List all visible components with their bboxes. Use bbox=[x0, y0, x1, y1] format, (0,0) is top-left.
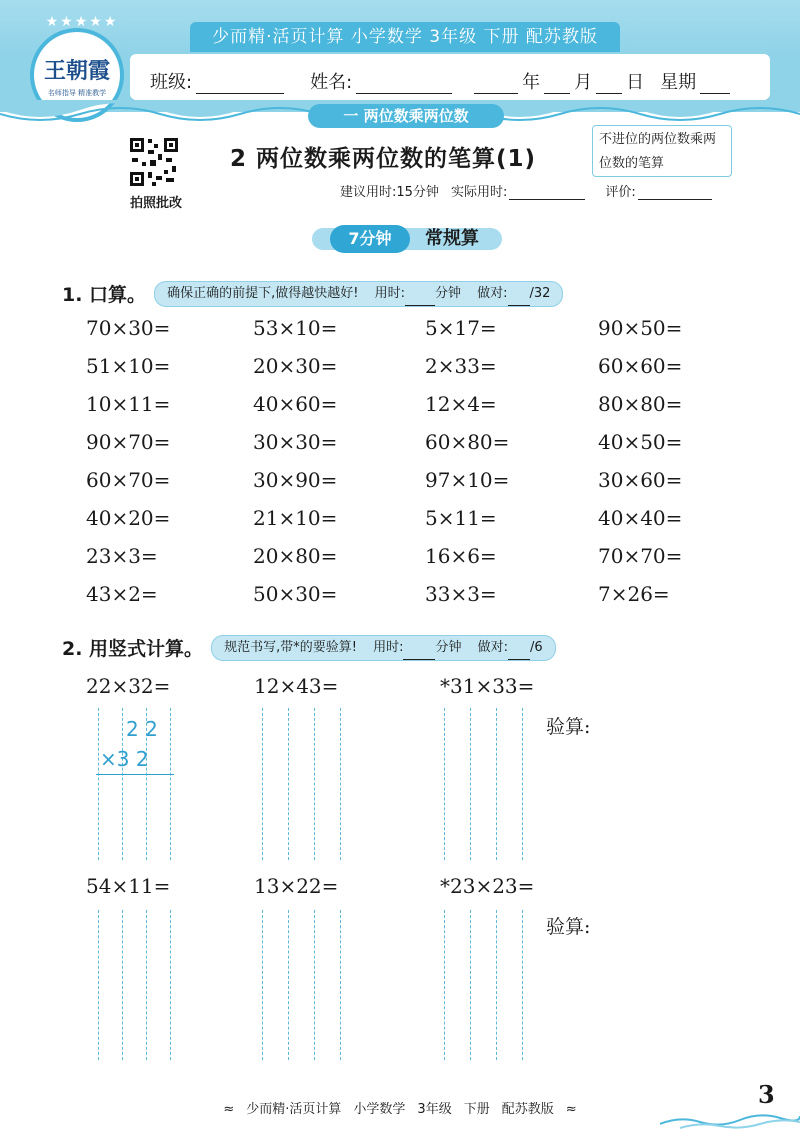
footer-series: 少而精·活页计算 bbox=[246, 1102, 342, 1117]
guide-line bbox=[262, 708, 263, 860]
guide-line bbox=[170, 910, 171, 1060]
oral-calc-item: 2×33= bbox=[425, 354, 497, 378]
vertical-problem: 22×32= bbox=[86, 674, 171, 698]
q2-time-unit: 分钟 bbox=[435, 639, 462, 655]
guide-line bbox=[496, 708, 497, 860]
guide-line bbox=[288, 910, 289, 1060]
guide-line bbox=[98, 910, 99, 1060]
example-multiplicand: 2 2 bbox=[126, 717, 158, 741]
example-multiplier: ×3 2 bbox=[100, 747, 149, 771]
day-label: 日 bbox=[626, 72, 645, 93]
vertical-problem: 54×11= bbox=[86, 874, 171, 898]
guide-line bbox=[470, 708, 471, 860]
guide-line bbox=[170, 708, 171, 860]
q1-note bbox=[154, 281, 563, 307]
name-label: 姓名: bbox=[310, 72, 353, 93]
guide-line bbox=[146, 910, 147, 1060]
oral-calc-item: 97×10= bbox=[425, 468, 510, 492]
guide-line bbox=[444, 708, 445, 860]
vertical-problem: 13×22= bbox=[254, 874, 339, 898]
q2-correct-field[interactable] bbox=[508, 644, 530, 660]
guide-line bbox=[496, 910, 497, 1060]
q2-total: /6 bbox=[530, 639, 543, 655]
oral-calc-item: 5×11= bbox=[425, 506, 497, 530]
check-label: 验算: bbox=[546, 716, 591, 738]
oral-calc-item: 5×17= bbox=[425, 316, 497, 340]
month-field[interactable] bbox=[544, 73, 570, 94]
oral-calc-item: 60×60= bbox=[598, 354, 683, 378]
guide-line bbox=[314, 708, 315, 860]
q1-title: 1. 口算。 bbox=[62, 284, 147, 306]
oral-calc-item: 70×70= bbox=[598, 544, 683, 568]
oral-calc-item: 40×60= bbox=[253, 392, 338, 416]
series-banner: 少而精·活页计算 小学数学 3年级 下册 配苏教版 bbox=[190, 22, 620, 52]
oral-calc-item: 12×4= bbox=[425, 392, 497, 416]
day-field[interactable] bbox=[596, 73, 622, 94]
footer-wave-icon: ≈ bbox=[223, 1102, 235, 1117]
logo-name: 王朝霞 bbox=[43, 58, 110, 84]
logo-stars-icon: ★★★★★ bbox=[45, 14, 119, 30]
oral-calc-item: 70×30= bbox=[86, 316, 171, 340]
lesson-title: 2 两位数乘两位数的笔算(1) bbox=[230, 146, 537, 172]
section-header bbox=[312, 222, 502, 256]
oral-calc-grid bbox=[86, 316, 726, 620]
oral-calc-item: 50×30= bbox=[253, 582, 338, 606]
oral-calc-item: 43×2= bbox=[86, 582, 158, 606]
example-rule bbox=[96, 774, 174, 775]
guide-line bbox=[122, 708, 123, 860]
class-label: 班级: bbox=[150, 72, 193, 93]
student-info-row bbox=[150, 64, 770, 94]
guide-line bbox=[522, 910, 523, 1060]
oral-calc-item: 20×30= bbox=[253, 354, 338, 378]
q2-note bbox=[211, 635, 556, 661]
page-number: 3 bbox=[758, 1080, 775, 1109]
year-label: 年 bbox=[522, 72, 541, 93]
q1-time-unit: 分钟 bbox=[434, 285, 461, 301]
name-field[interactable] bbox=[356, 73, 452, 94]
q2-time-label: 用时: bbox=[373, 639, 404, 655]
oral-calc-item: 60×70= bbox=[86, 468, 171, 492]
q2-title: 2. 用竖式计算。 bbox=[62, 638, 204, 660]
evaluation-label: 评价: bbox=[605, 185, 636, 200]
guide-line bbox=[522, 708, 523, 860]
oral-calc-item: 30×30= bbox=[253, 430, 338, 454]
guide-line bbox=[470, 910, 471, 1060]
q1-correct-field[interactable] bbox=[508, 290, 530, 306]
footer-subject: 小学数学 bbox=[353, 1102, 406, 1117]
q1-total: /32 bbox=[529, 285, 551, 301]
lesson-tip: 不进位的两位数乘两位数的笔算 bbox=[592, 125, 732, 177]
q1-header bbox=[62, 280, 563, 307]
oral-calc-item: 90×70= bbox=[86, 430, 171, 454]
guide-line bbox=[444, 910, 445, 1060]
footer-wave-icon: ≈ bbox=[565, 1102, 577, 1117]
guide-line bbox=[262, 910, 263, 1060]
q2-time-field[interactable] bbox=[403, 644, 435, 660]
oral-calc-item: 23×3= bbox=[86, 544, 158, 568]
vertical-problem: *23×23= bbox=[440, 874, 535, 898]
week-field[interactable] bbox=[700, 73, 730, 94]
q1-time-field[interactable] bbox=[405, 290, 435, 306]
oral-calc-item: 33×3= bbox=[425, 582, 497, 606]
oral-calc-item: 21×10= bbox=[253, 506, 338, 530]
footer-volume: 下册 bbox=[463, 1102, 490, 1117]
guide-line bbox=[340, 708, 341, 860]
footer-edition: 配苏教版 bbox=[501, 1102, 554, 1117]
week-label: 星期 bbox=[660, 72, 697, 93]
q2-header bbox=[62, 634, 556, 661]
guide-line bbox=[288, 708, 289, 860]
evaluation-field[interactable] bbox=[638, 183, 712, 200]
oral-calc-item: 40×40= bbox=[598, 506, 683, 530]
section-name: 常规算 bbox=[425, 228, 479, 249]
logo-subtitle: 名师指导 精准教学 bbox=[47, 89, 107, 97]
guide-line bbox=[98, 708, 99, 860]
oral-calc-item: 10×11= bbox=[86, 392, 171, 416]
q2-instruction: 规范书写,带*的要验算! bbox=[224, 639, 357, 655]
oral-calc-item: 51×10= bbox=[86, 354, 171, 378]
oral-calc-item: 53×10= bbox=[253, 316, 338, 340]
section-time-chip: 7分钟 bbox=[330, 225, 410, 253]
oral-calc-item: 40×20= bbox=[86, 506, 171, 530]
unit-tag: 一 两位数乘两位数 bbox=[308, 104, 504, 128]
guide-line bbox=[314, 910, 315, 1060]
q1-correct-label: 做对: bbox=[477, 285, 508, 301]
oral-calc-item: 7×26= bbox=[598, 582, 670, 606]
oral-calc-item: 80×80= bbox=[598, 392, 683, 416]
vertical-problem: *31×33= bbox=[440, 674, 535, 698]
guide-line bbox=[122, 910, 123, 1060]
check-label: 验算: bbox=[546, 916, 591, 938]
oral-calc-item: 40×50= bbox=[598, 430, 683, 454]
time-row bbox=[340, 181, 760, 200]
year-field[interactable] bbox=[474, 73, 518, 94]
q1-instruction: 确保正确的前提下,做得越快越好! bbox=[167, 285, 359, 301]
qr-code-icon[interactable] bbox=[128, 136, 180, 188]
q1-time-label: 用时: bbox=[374, 285, 405, 301]
actual-time-label: 实际用时: bbox=[450, 185, 508, 200]
qr-label: 拍照批改 bbox=[129, 196, 182, 211]
footer-grade: 3年级 bbox=[417, 1102, 452, 1117]
oral-calc-item: 16×6= bbox=[425, 544, 497, 568]
guide-line bbox=[340, 910, 341, 1060]
month-label: 月 bbox=[574, 72, 593, 93]
class-field[interactable] bbox=[196, 73, 284, 94]
vertical-problem: 12×43= bbox=[254, 674, 339, 698]
oral-calc-item: 20×80= bbox=[253, 544, 338, 568]
oral-calc-item: 30×90= bbox=[253, 468, 338, 492]
q2-correct-label: 做对: bbox=[477, 639, 508, 655]
suggested-time: 建议用时:15分钟 bbox=[340, 185, 439, 200]
oral-calc-item: 60×80= bbox=[425, 430, 510, 454]
actual-time-field[interactable] bbox=[509, 183, 585, 200]
oral-calc-item: 90×50= bbox=[598, 316, 683, 340]
oral-calc-item: 30×60= bbox=[598, 468, 683, 492]
